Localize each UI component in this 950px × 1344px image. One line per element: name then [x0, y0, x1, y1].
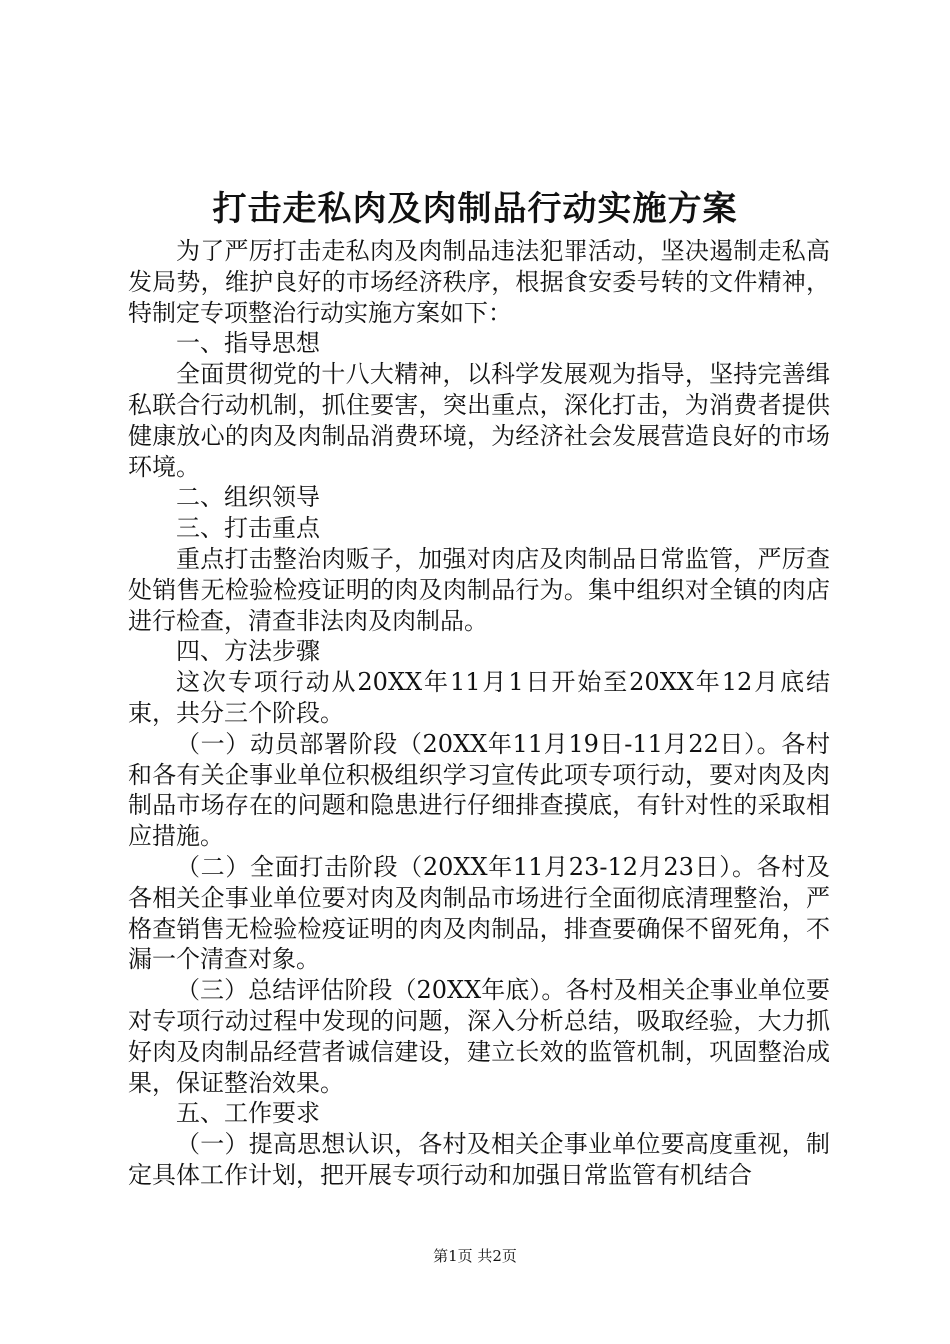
document-title: 打击走私肉及肉制品行动实施方案 — [212, 189, 738, 229]
section-heading-organization: 二、组织领导 — [176, 483, 320, 512]
intro-paragraph: 为了严厉打击走私肉及肉制品违法犯罪活动，坚决遏制走私高发局势，维护良好的市场经济秩序，根据食安委号转的文件精神，特制定专项整治行动实施方案如下： — [128, 237, 830, 327]
paragraph-stage-three: （三）总结评估阶段（20XX年底）。各村及相关企事业单位要对专项行动过程中发现的问题，深入分析总结，吸取经验，大力抓好肉及肉制品经营者诚信建设，建立长效的监管机制，巩固整治成果，保证整治效果。 — [128, 976, 830, 1097]
section-heading-guiding-thought: 一、指导思想 — [176, 329, 320, 358]
paragraph-stage-one: （一）动员部署阶段（20XX年11月19日-11月22日）。各村和各有关企事业单位积极组织学习宣传此项专项行动，要对肉及肉制品市场存在的问题和隐患进行仔细排查摸底，有针对性的采取相应措施。 — [128, 729, 830, 851]
section-heading-method-steps: 四、方法步骤 — [176, 637, 320, 666]
paragraph-method-overview: 这次专项行动从20XX年11月1日开始至20XX年12月底结束，共分三个阶段。 — [128, 668, 830, 727]
page-number-footer: 第1页 共2页 — [433, 1247, 517, 1265]
section-heading-work-requirements: 五、工作要求 — [176, 1099, 320, 1128]
paragraph-guiding-thought: 全面贯彻党的十八大精神，以科学发展观为指导，坚持完善缉私联合行动机制，抓住要害，突出重点，深化打击，为消费者提供健康放心的肉及肉制品消费环境，为经济社会发展营造良好的市场环境。 — [128, 360, 830, 481]
paragraph-crackdown-focus: 重点打击整治肉贩子，加强对肉店及肉制品日常监管，严厉查处销售无检验检疫证明的肉及肉制品行为。集中组织对全镇的肉店进行检查，清查非法肉及肉制品。 — [128, 544, 830, 635]
section-heading-crackdown-focus: 三、打击重点 — [176, 514, 320, 543]
paragraph-stage-two: （二）全面打击阶段（20XX年11月23-12月23日）。各村及各相关企事业单位要对肉及肉制品市场进行全面彻底清理整治，严格查销售无检验检疫证明的肉及肉制品，排查要确保不留死角，不漏一个清查对象。 — [128, 852, 830, 974]
document-body — [128, 236, 830, 1191]
paragraph-requirement-one: （一）提高思想认识，各村及相关企事业单位要高度重视，制定具体工作计划，把开展专项行动和加强日常监管有机结合 — [128, 1130, 830, 1189]
